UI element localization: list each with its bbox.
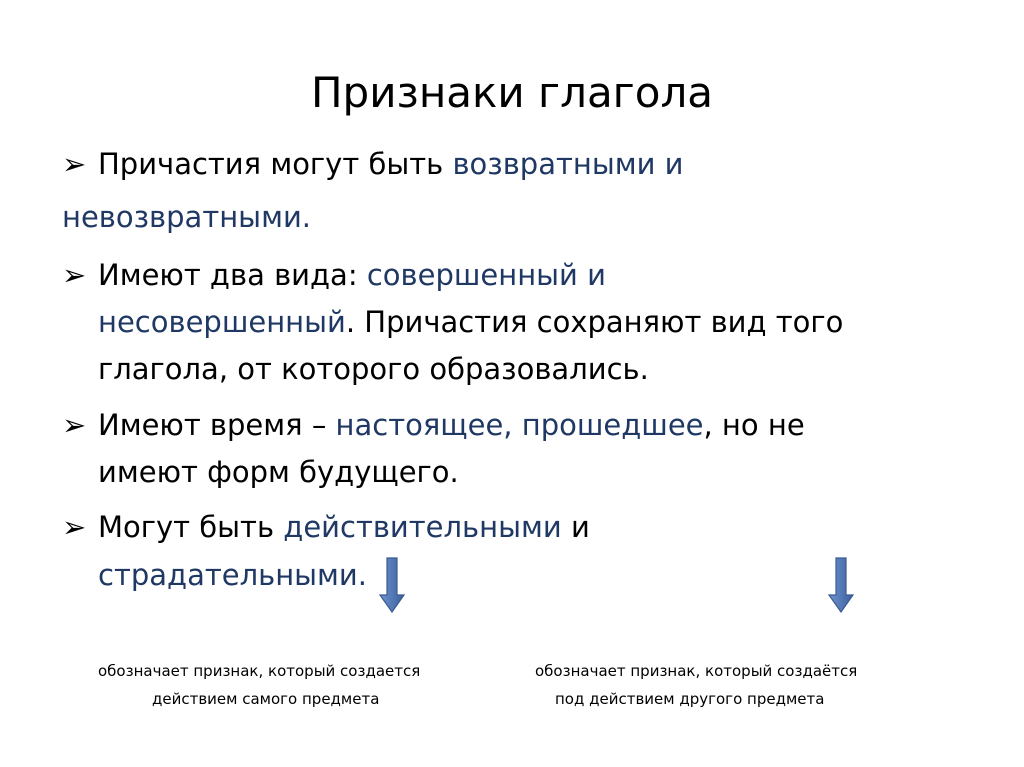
right-caption-line-2: под действием другого предмета xyxy=(555,690,825,708)
item-2-line-2: несовершенный. Причастия сохраняют вид того xyxy=(98,305,844,339)
right-down-arrow-icon xyxy=(828,557,854,613)
bullet-arrow-icon: ➢ xyxy=(62,147,87,181)
right-caption-line-1: обозначает признак, который создаётся xyxy=(535,662,858,680)
item-1-line-2: невозвратными. xyxy=(62,200,312,234)
item-4-line-1: Могут быть действительными и xyxy=(98,510,590,544)
item-2-line-1: Имеют два вида: совершенный и xyxy=(98,258,606,292)
item-1-line-1: Причастия могут быть возвратными и xyxy=(98,147,684,181)
item-3-line-1: Имеют время – настоящее, прошедшее, но не xyxy=(98,408,805,442)
item-2-line-3: глагола, от которого образовались. xyxy=(98,352,649,386)
item-3-line-2: имеют форм будущего. xyxy=(98,455,459,489)
slide-title: Признаки глагола xyxy=(310,68,714,117)
left-down-arrow-icon xyxy=(379,557,405,613)
item-4-line-2: страдательными. xyxy=(98,558,368,592)
bullet-arrow-icon: ➢ xyxy=(62,408,87,442)
bullet-arrow-icon: ➢ xyxy=(62,258,87,292)
left-caption-line-1: обозначает признак, который создается xyxy=(98,662,421,680)
left-caption-line-2: действием самого предмета xyxy=(152,690,380,708)
bullet-arrow-icon: ➢ xyxy=(62,510,87,544)
